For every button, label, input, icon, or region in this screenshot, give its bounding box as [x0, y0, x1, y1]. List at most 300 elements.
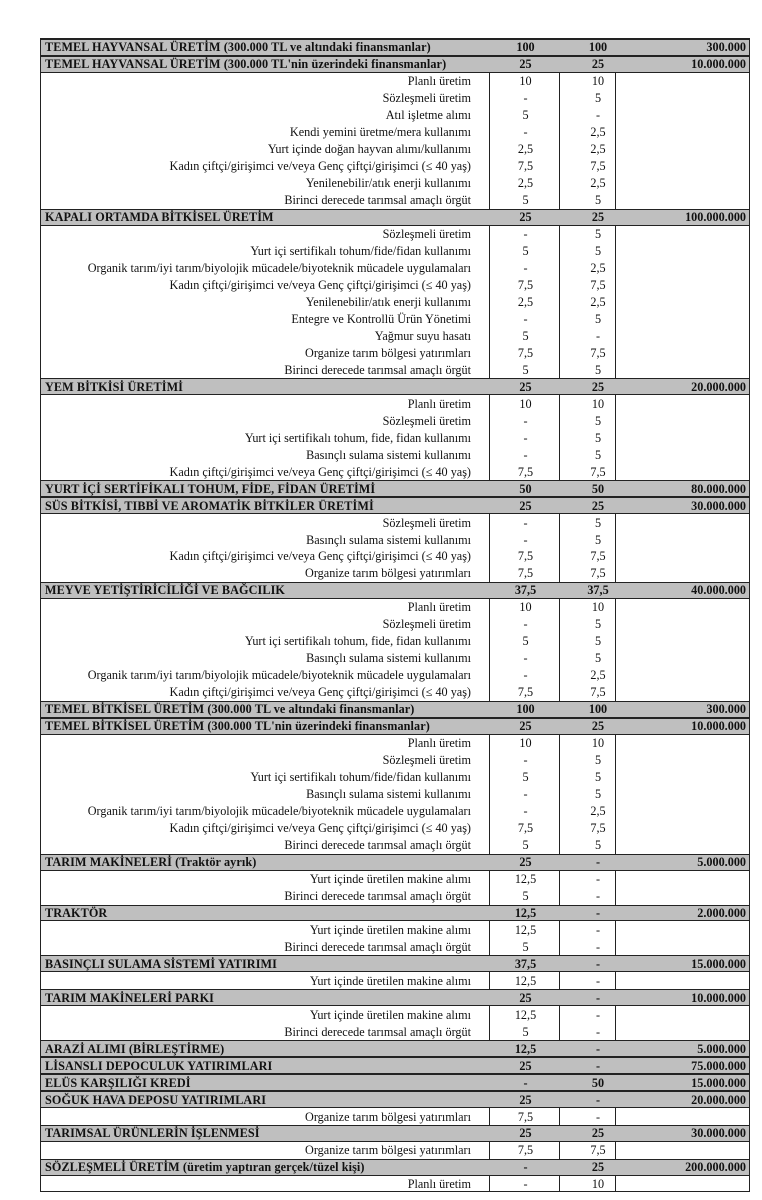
rate-cell-1: 12,5: [514, 905, 537, 920]
rate-cell-1: 7,5: [517, 159, 534, 174]
rate-cell-1: 10: [519, 396, 532, 411]
row-label: MEYVE YETİŞTİRİCİLİĞİ VE BAĞCILIK: [45, 583, 286, 598]
rate-cell-1: 5: [522, 362, 529, 377]
rate-cell-2: 2,5: [590, 804, 606, 819]
rate-cell-2: 2,5: [590, 142, 606, 157]
row-label: Birinci derecede tarımsal amaçlı örgüt: [284, 888, 471, 903]
criteria-row: [41, 344, 749, 361]
limit-cell: [615, 548, 746, 565]
limit-cell: [615, 395, 746, 412]
row-label: TARIM MAKİNELERİ (Traktör ayrık): [45, 854, 257, 869]
rate-cell-2: 7,5: [590, 1143, 606, 1158]
row-label: Yağmur suyu hasatı: [374, 328, 471, 343]
row-label: Sözleşmeli üretim: [382, 753, 471, 768]
limit-cell: [615, 412, 746, 429]
category-row: [41, 955, 749, 972]
limit-cell: 5.000.000: [697, 854, 746, 869]
row-label: TEMEL HAYVANSAL ÜRETİM (300.000 TL'nin üzerindeki finansmanlar): [45, 57, 447, 72]
rate-cell-1: 5: [522, 108, 529, 123]
row-label: TARIMSAL ÜRÜNLERİN İŞLENMESİ: [45, 1126, 260, 1141]
criteria-row: [41, 175, 749, 192]
rate-cell-1: 7,5: [517, 1109, 534, 1124]
rate-cell-1: -: [523, 753, 528, 768]
limit-cell: [615, 871, 746, 888]
row-label: Kadın çiftçi/girişimci ve/veya Genç çiftçi/girişimci (≤ 40 yaş): [169, 549, 471, 564]
category-row: [41, 701, 749, 718]
row-label: Organize tarım bölgesi yatırımları: [305, 1143, 471, 1158]
rate-cell-1: -: [523, 515, 528, 530]
criteria-row: [41, 311, 749, 328]
limit-cell: [615, 175, 746, 192]
row-label: Yenilenebilir/atık enerji kullanımı: [305, 176, 471, 191]
row-label: Basınçlı sulama sistemi kullanımı: [306, 532, 471, 547]
limit-cell: [615, 294, 746, 311]
rate-cell-1: 2,5: [517, 294, 534, 309]
row-label: SÖZLEŞMELİ ÜRETİM (üretim yaptıran gerçek/tüzel kişi): [45, 1160, 365, 1175]
category-row: [41, 1159, 749, 1176]
rate-cell-1: -: [523, 668, 528, 683]
row-label: TARIM MAKİNELERİ PARKI: [45, 990, 214, 1005]
rate-cell-1: 25: [519, 1126, 532, 1141]
rate-cell-2: 5: [594, 770, 602, 785]
row-label: Kadın çiftçi/girişimci ve/veya Genç çiftçi/girişimci (≤ 40 yaş): [169, 464, 471, 479]
limit-cell: [615, 446, 746, 463]
criteria-row: [41, 888, 749, 905]
rate-cell-1: 25: [519, 379, 532, 394]
row-label: Birinci derecede tarımsal amaçlı örgüt: [284, 939, 471, 954]
row-label: Planlı üretim: [407, 1177, 471, 1192]
limit-cell: [615, 769, 746, 786]
rate-cell-2: 5: [594, 651, 602, 666]
rate-cell-2: -: [595, 871, 601, 886]
criteria-row: [41, 803, 749, 820]
row-label: Planlı üretim: [407, 600, 471, 615]
row-label: Organize tarım bölgesi yatırımları: [305, 1109, 471, 1124]
category-row: [41, 1057, 749, 1074]
rate-cell-2: 7,5: [590, 685, 606, 700]
rate-cell-1: 25: [519, 210, 532, 225]
category-row: [41, 989, 749, 1006]
criteria-row: [41, 412, 749, 429]
limit-cell: [615, 344, 746, 361]
criteria-row: [41, 395, 749, 412]
limit-cell: [615, 820, 746, 837]
limit-cell: [615, 158, 746, 175]
limit-cell: 10.000.000: [691, 990, 746, 1005]
rate-cell-2: -: [595, 939, 601, 954]
criteria-row: [41, 752, 749, 769]
category-row: [41, 497, 749, 514]
criteria-row: [41, 972, 749, 989]
row-label: Organik tarım/iyi tarım/biyolojik mücadele/biyoteknik mücadele uygulamaları: [87, 668, 471, 683]
category-row: [41, 1040, 749, 1057]
rate-cell-2: 5: [594, 532, 602, 547]
row-label: Birinci derecede tarımsal amaçlı örgüt: [284, 837, 471, 852]
limit-cell: [615, 921, 746, 938]
limit-cell: [615, 938, 746, 955]
criteria-row: [41, 735, 749, 752]
criteria-row: [41, 1108, 749, 1125]
rate-cell-2: 7,5: [590, 277, 606, 292]
limit-cell: [615, 599, 746, 616]
rate-cell-1: 12,5: [514, 922, 537, 937]
limit-cell: 10.000.000: [691, 57, 746, 72]
rate-cell-1: 7,5: [517, 277, 534, 292]
row-label: Basınçlı sulama sistemi kullanımı: [306, 651, 471, 666]
rate-cell-1: -: [523, 532, 528, 547]
rate-cell-2: -: [595, 1058, 601, 1073]
rate-cell-1: 5: [522, 1024, 529, 1039]
rate-cell-1: 7,5: [517, 821, 534, 836]
row-label: Sözleşmeli üretim: [382, 227, 471, 242]
rate-cell-2: 2,5: [590, 668, 606, 683]
limit-cell: [615, 752, 746, 769]
row-label: LİSANSLI DEPOCULUK YATIRIMLARI: [45, 1058, 273, 1073]
rate-cell-2: -: [595, 1007, 601, 1022]
rate-cell-2: 7,5: [590, 464, 606, 479]
rate-cell-1: -: [523, 447, 528, 462]
limit-cell: 10.000.000: [691, 719, 746, 734]
rate-cell-1: -: [523, 804, 528, 819]
row-label: Yurt içi sertifikalı tohum/fide/fidan kullanımı: [250, 244, 471, 259]
criteria-row: [41, 141, 749, 158]
limit-cell: [615, 1108, 746, 1125]
criteria-row: [41, 446, 749, 463]
row-label: Yurt içi sertifikalı tohum/fide/fidan kullanımı: [250, 770, 471, 785]
row-label: Birinci derecede tarımsal amaçlı örgüt: [284, 1024, 471, 1039]
row-label: Atıl işletme alımı: [385, 108, 471, 123]
rate-cell-1: -: [523, 1160, 528, 1175]
rate-cell-2: -: [595, 1041, 601, 1056]
criteria-row: [41, 1176, 749, 1193]
rate-cell-2: 25: [591, 379, 605, 394]
rate-cell-1: 5: [522, 193, 529, 208]
rate-cell-2: 50: [591, 1075, 605, 1090]
rate-cell-2: 5: [594, 515, 602, 530]
rate-cell-2: 100: [588, 40, 608, 55]
limit-cell: 80.000.000: [691, 481, 746, 496]
row-label: Sözleşmeli üretim: [382, 91, 471, 106]
row-label: Planlı üretim: [407, 74, 471, 89]
criteria-row: [41, 650, 749, 667]
rate-cell-2: 10: [591, 600, 605, 615]
rate-cell-1: 5: [522, 837, 529, 852]
rate-cell-2: 25: [591, 1160, 605, 1175]
criteria-row: [41, 548, 749, 565]
rate-cell-1: 10: [519, 736, 532, 751]
rate-cell-2: 5: [594, 753, 602, 768]
criteria-row: [41, 90, 749, 107]
rate-cell-2: 25: [591, 719, 605, 734]
row-label: Organik tarım/iyi tarım/biyolojik mücadele/biyoteknik mücadele uygulamaları: [87, 260, 471, 275]
rate-cell-2: 2,5: [590, 176, 606, 191]
row-label: Organize tarım bölgesi yatırımları: [305, 566, 471, 581]
rate-cell-1: -: [523, 227, 528, 242]
limit-cell: [615, 514, 746, 531]
rate-cell-1: 5: [522, 939, 529, 954]
category-row: [41, 209, 749, 226]
row-label: YURT İÇİ SERTİFİKALI TOHUM, FİDE, FİDAN ÜRETİMİ: [45, 481, 376, 496]
limit-cell: [615, 565, 746, 582]
rate-cell-1: 5: [522, 770, 529, 785]
rate-cell-1: -: [523, 1075, 528, 1090]
rate-cell-2: 5: [594, 193, 602, 208]
limit-cell: [615, 328, 746, 345]
rate-cell-1: 7,5: [517, 685, 534, 700]
criteria-row: [41, 429, 749, 446]
rate-cell-1: 25: [519, 1092, 532, 1107]
rate-cell-2: -: [595, 1024, 601, 1039]
criteria-row: [41, 463, 749, 480]
row-label: Birinci derecede tarımsal amaçlı örgüt: [284, 193, 471, 208]
rate-cell-2: -: [595, 905, 601, 920]
limit-cell: [615, 888, 746, 905]
row-label: SOĞUK HAVA DEPOSU YATIRIMLARI: [45, 1092, 267, 1107]
limit-cell: [615, 1023, 746, 1040]
limit-cell: [615, 277, 746, 294]
rate-cell-1: -: [523, 91, 528, 106]
rate-cell-1: 100: [516, 40, 535, 55]
category-row: [41, 1091, 749, 1108]
limit-cell: [615, 429, 746, 446]
criteria-row: [41, 938, 749, 955]
limit-cell: [615, 141, 746, 158]
category-row: [41, 905, 749, 922]
rate-cell-2: 5: [594, 227, 602, 242]
limit-cell: 5.000.000: [697, 1041, 746, 1056]
limit-cell: [615, 735, 746, 752]
limit-cell: [615, 107, 746, 124]
rate-cell-2: 25: [591, 498, 605, 513]
rate-cell-2: 5: [594, 430, 602, 445]
row-label: YEM BİTKİSİ ÜRETİMİ: [45, 379, 184, 394]
limit-cell: [615, 633, 746, 650]
rate-cell-2: 5: [594, 413, 602, 428]
rate-cell-1: 5: [522, 888, 529, 903]
rate-cell-2: 2,5: [590, 260, 606, 275]
limit-cell: 2.000.000: [697, 905, 746, 920]
criteria-row: [41, 243, 749, 260]
rate-cell-1: 7,5: [517, 549, 534, 564]
category-row: [41, 39, 749, 56]
rate-cell-1: 25: [519, 1058, 532, 1073]
limit-cell: [615, 650, 746, 667]
rate-cell-2: 37,5: [587, 583, 609, 598]
limit-cell: [615, 463, 746, 480]
rate-cell-2: 25: [591, 210, 605, 225]
rate-cell-1: 25: [519, 854, 532, 869]
rate-cell-2: 5: [594, 244, 602, 259]
rate-cell-1: 5: [522, 328, 529, 343]
limit-cell: 15.000.000: [691, 956, 746, 971]
limit-cell: [615, 73, 746, 90]
row-label: SÜS BİTKİSİ, TIBBİ VE AROMATİK BİTKİLER ÜRETİMİ: [45, 498, 374, 513]
rate-cell-2: 7,5: [590, 566, 606, 581]
category-row: [41, 480, 749, 497]
rate-cell-1: -: [523, 1177, 528, 1192]
criteria-row: [41, 192, 749, 209]
row-label: Yurt içinde üretilen makine alımı: [309, 1007, 471, 1022]
rate-cell-1: 2,5: [517, 176, 534, 191]
rate-cell-2: -: [595, 1092, 601, 1107]
rate-cell-1: 37,5: [514, 956, 537, 971]
incentive-rate-table: [40, 38, 750, 1192]
rate-cell-2: 7,5: [590, 821, 606, 836]
rate-cell-1: -: [523, 260, 528, 275]
rate-cell-2: 5: [594, 311, 602, 326]
rate-cell-1: 7,5: [517, 566, 534, 581]
criteria-row: [41, 73, 749, 90]
row-label: TRAKTÖR: [45, 905, 108, 920]
criteria-row: [41, 565, 749, 582]
limit-cell: [615, 192, 746, 209]
rate-cell-1: 12,5: [514, 871, 537, 886]
criteria-row: [41, 294, 749, 311]
row-label: TEMEL BİTKİSEL ÜRETİM (300.000 TL'nin üzerindeki finansmanlar): [45, 719, 430, 734]
limit-cell: [615, 531, 746, 548]
rate-cell-1: 5: [522, 634, 529, 649]
rate-cell-1: 5: [522, 244, 529, 259]
criteria-row: [41, 616, 749, 633]
row-label: Basınçlı sulama sistemi kullanımı: [306, 447, 471, 462]
limit-cell: 30.000.000: [691, 498, 746, 513]
rate-cell-2: -: [595, 922, 601, 937]
rate-cell-2: 5: [594, 447, 602, 462]
rate-cell-2: 50: [591, 481, 605, 496]
limit-cell: [615, 1142, 746, 1159]
row-label: Yurt içinde üretilen makine alımı: [309, 973, 471, 988]
row-label: Organize tarım bölgesi yatırımları: [305, 345, 471, 360]
category-row: [41, 56, 749, 73]
limit-cell: [615, 1176, 746, 1193]
rate-cell-1: 100: [516, 702, 535, 717]
row-label: Yenilenebilir/atık enerji kullanımı: [305, 294, 471, 309]
category-row: [41, 854, 749, 871]
rate-cell-2: 7,5: [590, 345, 606, 360]
row-label: Kadın çiftçi/girişimci ve/veya Genç çiftçi/girişimci (≤ 40 yaş): [169, 685, 471, 700]
rate-cell-1: 10: [519, 74, 532, 89]
limit-cell: 200.000.000: [685, 1160, 746, 1175]
rate-cell-1: -: [523, 413, 528, 428]
rate-cell-1: 12,5: [514, 1041, 537, 1056]
rate-cell-1: 7,5: [517, 345, 534, 360]
rate-cell-1: 25: [519, 990, 532, 1005]
rate-cell-2: 5: [594, 617, 602, 632]
rate-cell-2: -: [595, 328, 601, 343]
rate-cell-1: -: [523, 125, 528, 140]
row-label: TEMEL BİTKİSEL ÜRETİM (300.000 TL ve altındaki finansmanlar): [45, 702, 415, 717]
criteria-row: [41, 1142, 749, 1159]
rate-cell-1: 25: [519, 719, 532, 734]
row-label: Organik tarım/iyi tarım/biyolojik mücadele/biyoteknik mücadele uygulamaları: [87, 804, 471, 819]
limit-cell: 20.000.000: [691, 1092, 746, 1107]
row-label: Sözleşmeli üretim: [382, 515, 471, 530]
rate-cell-1: 10: [519, 600, 532, 615]
rate-cell-2: -: [595, 956, 601, 971]
criteria-row: [41, 633, 749, 650]
rate-cell-2: 7,5: [590, 159, 606, 174]
row-label: Yurt içi sertifikalı tohum, fide, fidan kullanımı: [244, 430, 471, 445]
rate-cell-2: 5: [594, 634, 602, 649]
row-label: Planlı üretim: [407, 736, 471, 751]
limit-cell: [615, 260, 746, 277]
rate-cell-1: -: [523, 787, 528, 802]
limit-cell: 15.000.000: [691, 1075, 746, 1090]
rate-cell-2: 10: [591, 396, 605, 411]
category-row: [41, 1125, 749, 1142]
criteria-row: [41, 277, 749, 294]
row-label: Planlı üretim: [407, 396, 471, 411]
limit-cell: [615, 837, 746, 854]
criteria-row: [41, 531, 749, 548]
rate-cell-2: 7,5: [590, 549, 606, 564]
rate-cell-2: -: [595, 1109, 601, 1124]
row-label: Yurt içi sertifikalı tohum, fide, fidan kullanımı: [244, 634, 471, 649]
limit-cell: [615, 616, 746, 633]
limit-cell: 30.000.000: [691, 1126, 746, 1141]
rate-cell-2: -: [595, 108, 601, 123]
limit-cell: [615, 803, 746, 820]
row-label: Sözleşmeli üretim: [382, 413, 471, 428]
row-label: Basınçlı sulama sistemi kullanımı: [306, 787, 471, 802]
limit-cell: [615, 972, 746, 989]
limit-cell: 300.000: [706, 702, 746, 717]
row-label: Birinci derecede tarımsal amaçlı örgüt: [284, 362, 471, 377]
criteria-row: [41, 107, 749, 124]
row-label: Kadın çiftçi/girişimci ve/veya Genç çiftçi/girişimci (≤ 40 yaş): [169, 159, 471, 174]
limit-cell: [615, 667, 746, 684]
rate-cell-2: 25: [591, 1126, 605, 1141]
rate-cell-1: -: [523, 617, 528, 632]
criteria-row: [41, 158, 749, 175]
rate-cell-2: 10: [591, 736, 605, 751]
row-label: ARAZİ ALIMI (BİRLEŞTİRME): [45, 1041, 225, 1056]
limit-cell: [615, 684, 746, 701]
rate-cell-2: 5: [594, 362, 602, 377]
category-row: [41, 582, 749, 599]
row-label: TEMEL HAYVANSAL ÜRETİM (300.000 TL ve altındaki finansmanlar): [45, 40, 431, 55]
limit-cell: [615, 786, 746, 803]
limit-cell: [615, 226, 746, 243]
rate-cell-2: -: [595, 990, 601, 1005]
limit-cell: 40.000.000: [691, 583, 746, 598]
limit-cell: [615, 311, 746, 328]
limit-cell: 20.000.000: [691, 379, 746, 394]
rate-cell-2: -: [595, 888, 601, 903]
limit-cell: 75.000.000: [691, 1058, 746, 1073]
limit-cell: [615, 90, 746, 107]
rate-cell-2: 5: [594, 91, 602, 106]
limit-cell: [615, 243, 746, 260]
criteria-row: [41, 514, 749, 531]
criteria-row: [41, 820, 749, 837]
rate-cell-1: 2,5: [517, 142, 534, 157]
criteria-row: [41, 667, 749, 684]
limit-cell: 300.000: [706, 40, 746, 55]
rate-cell-1: 7,5: [517, 1143, 534, 1158]
criteria-row: [41, 599, 749, 616]
rate-cell-2: 10: [591, 74, 605, 89]
row-label: KAPALI ORTAMDA BİTKİSEL ÜRETİM: [45, 210, 274, 225]
rate-cell-2: 10: [591, 1177, 605, 1192]
row-label: Yurt içinde doğan hayvan alımı/kullanımı: [267, 142, 471, 157]
rate-cell-2: 25: [591, 57, 605, 72]
rate-cell-2: -: [595, 973, 601, 988]
rate-cell-1: 12,5: [514, 1007, 537, 1022]
criteria-row: [41, 786, 749, 803]
rate-cell-2: -: [595, 854, 601, 869]
limit-cell: 100.000.000: [685, 210, 746, 225]
